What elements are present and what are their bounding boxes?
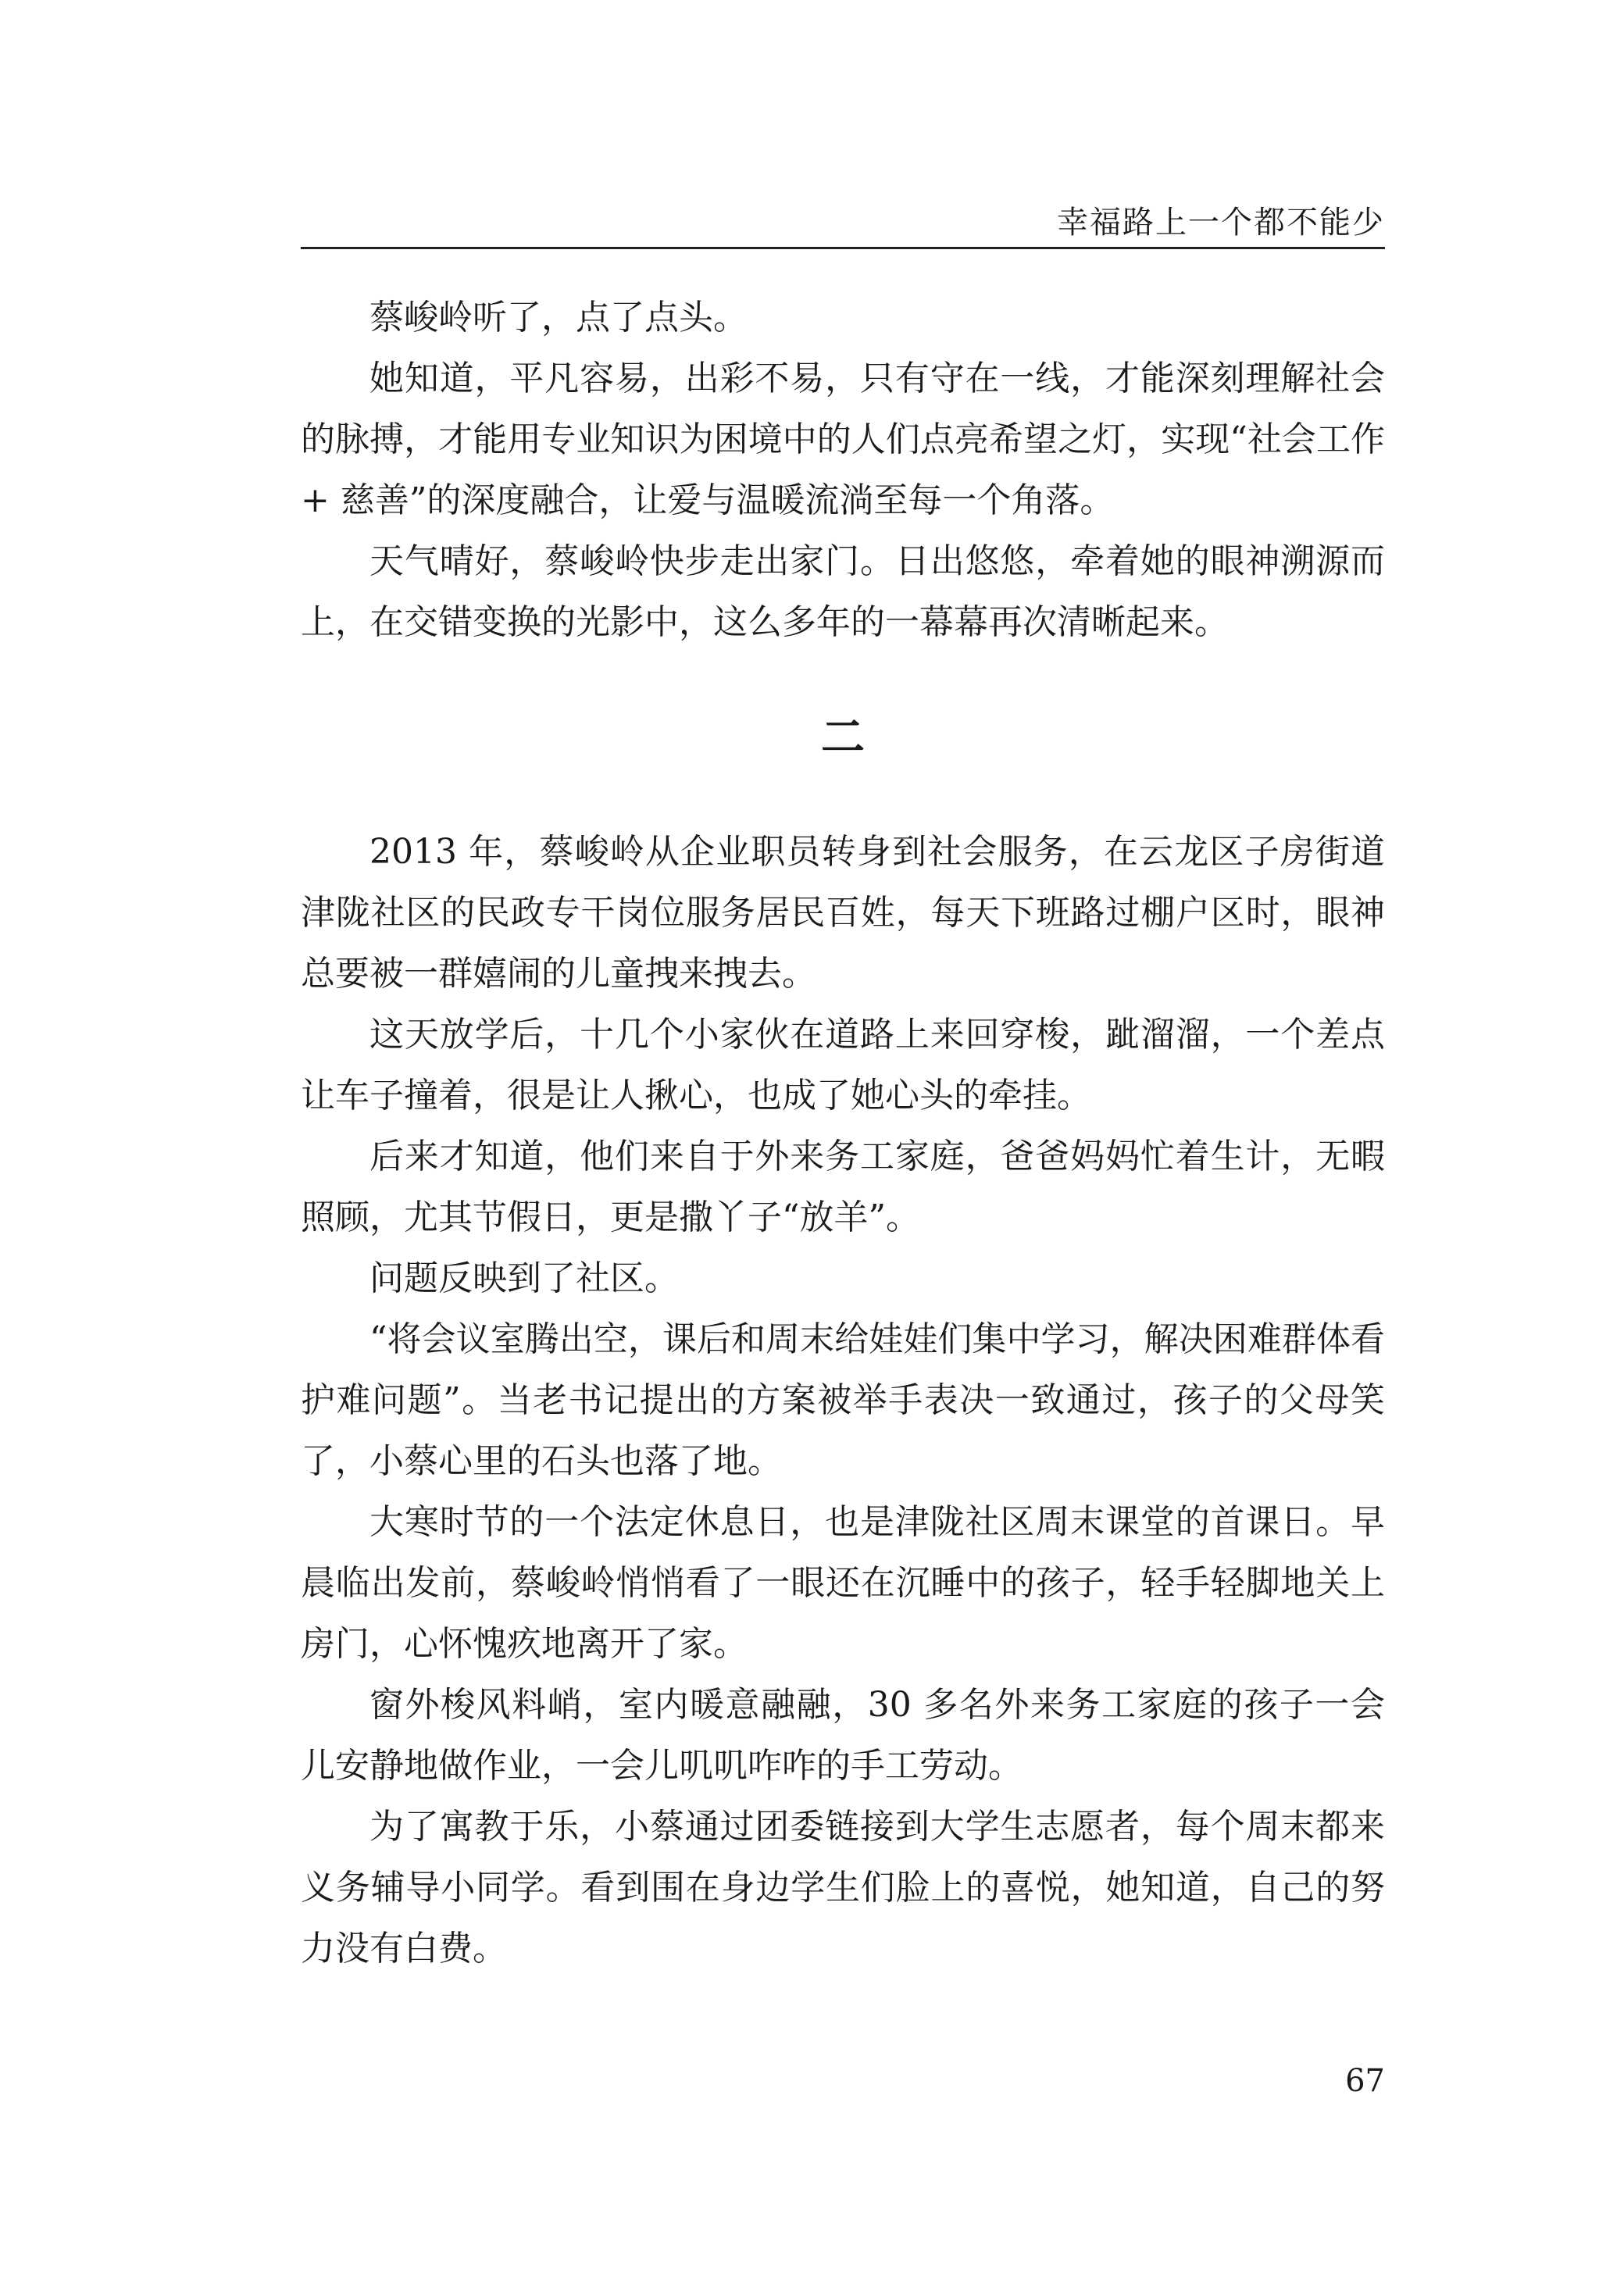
paragraph: 蔡峻岭听了，点了点头。	[369, 298, 748, 337]
paragraph: 这天放学后，十几个小家伙在道路上来回穿梭，跐溜溜，一个差点让车子撞着，很是让人揪心，也成了她心头的牵挂。	[301, 1015, 1385, 1115]
paragraph: 大寒时节的一个法定休息日，也是津陇社区周末课堂的首课日。早晨临出发前，蔡峻岭悄悄看了一眼还在沉睡中的孩子，轻手轻脚地关上房门，心怀愧疚地离开了家。	[301, 1502, 1385, 1664]
paragraph: “将会议室腾出空，课后和周末给娃娃们集中学习，解决困难群体看护难问题”。当老书记提出的方案被举手表决一致通过，孩子的父母笑了，小蔡心里的石头也落了地。	[301, 1319, 1385, 1481]
paragraph: 2013 年，蔡峻岭从企业职员转身到社会服务，在云龙区子房街道津陇社区的民政专干岗位服务居民百姓，每天下班路过棚户区时，眼神总要被一群嬉闹的儿童拽来拽去。	[301, 832, 1385, 994]
page-number: 67	[1345, 2063, 1385, 2099]
paragraph: 问题反映到了社区。	[369, 1258, 679, 1298]
running-head: 幸福路上一个都不能少	[1057, 205, 1385, 241]
paragraph: 她知道，平凡容易，出彩不易，只有守在一线，才能深刻理解社会的脉搏，才能用专业知识为困境中的人们点亮希望之灯，实现“社会工作 + 慈善”的深度融合，让爱与温暖流淌至每一个角落。	[301, 359, 1385, 520]
paragraph: 窗外梭风料峭，室内暖意融融，30 多名外来务工家庭的孩子一会儿安静地做作业，一会儿叽叽咋咋的手工劳动。	[301, 1685, 1385, 1786]
paragraph: 天气晴好，蔡峻岭快步走出家门。日出悠悠，牵着她的眼神溯源而上，在交错变换的光影中，这么多年的一幕幕再次清晰起来。	[301, 541, 1385, 642]
text-block-main	[301, 822, 1385, 1979]
text-block-top	[301, 287, 1385, 653]
header-rule	[301, 247, 1385, 249]
paragraph: 为了寓教于乐，小蔡通过团委链接到大学生志愿者，每个周末都来义务辅导小同学。看到围在身边学生们脸上的喜悦，她知道，自己的努力没有白费。	[301, 1807, 1385, 1968]
chapter-number: 二	[821, 712, 865, 763]
paragraph: 后来才知道，他们来自于外来务工家庭，爸爸妈妈忙着生计，无暇照顾，尤其节假日，更是撒丫子“放羊”。	[301, 1137, 1385, 1237]
